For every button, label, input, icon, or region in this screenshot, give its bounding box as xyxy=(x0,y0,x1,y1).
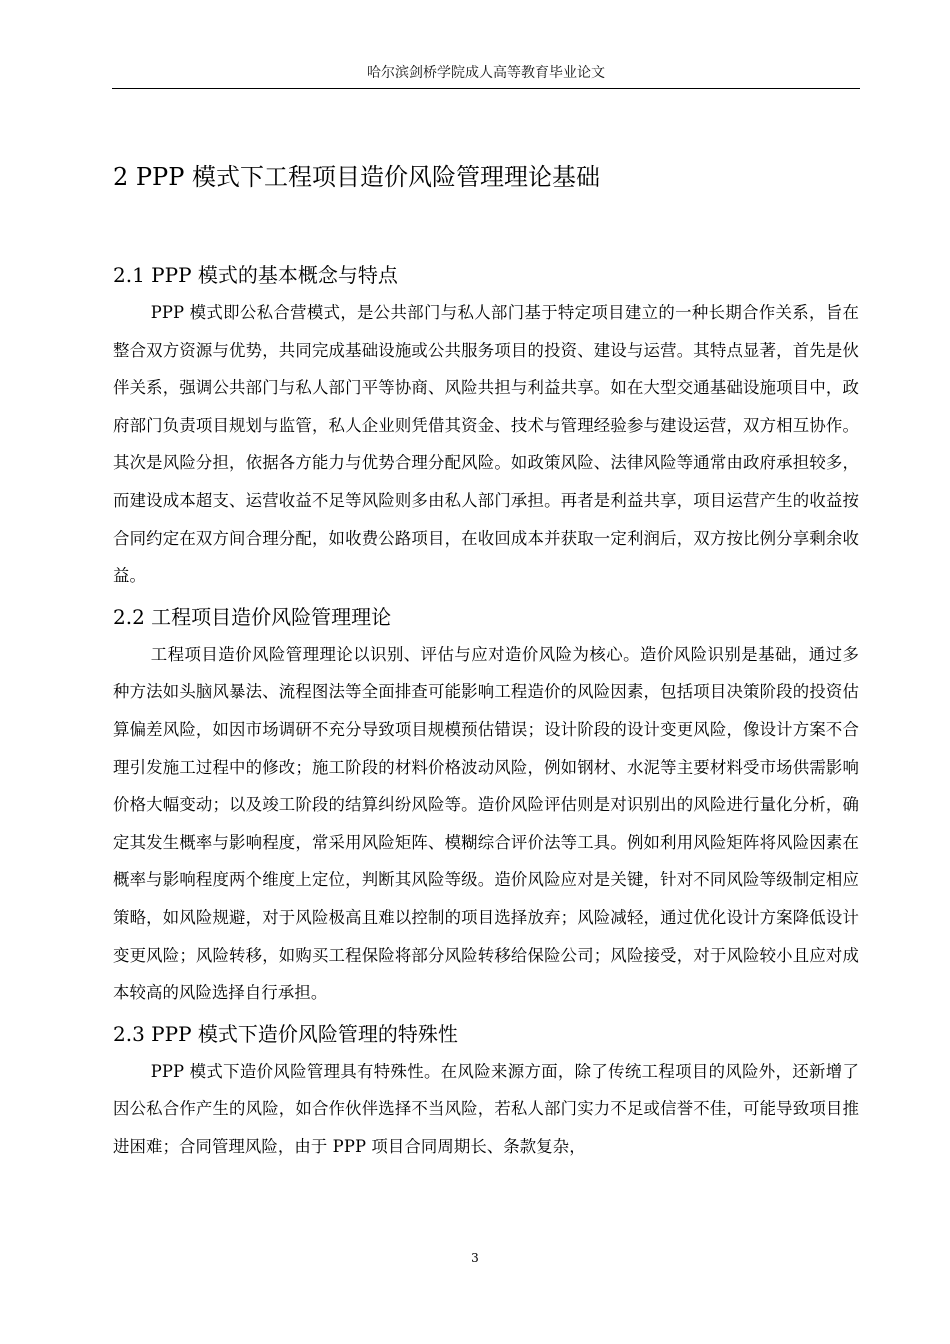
paragraph-2-1: PPP 模式即公私合营模式，是公共部门与私人部门基于特定项目建立的一种长期合作关系，旨在整合双方资源与优势，共同完成基础设施或公共服务项目的投资、建设与运营。其特点显著，首先是伙伴关系，强调公共部门与私人部门平等协商、风险共担与利益共享。如在大型交通基础设施项目中，政府部门负责项目规划与监管，私人企业则凭借其资金、技术与管理经验参与建设运营，双方相互协作。其次是风险分担，依据各方能力与优势合理分配风险。如政策风险、法律风险等通常由政府承担较多，而建设成本超支、运营收益不足等风险则多由私人部门承担。再者是利益共享，项目运营产生的收益按合同约定在双方间合理分配，如收费公路项目，在收回成本并获取一定利润后，双方按比例分享剩余收益。 xyxy=(113,303,859,586)
section-title-2-3: 2.3 PPP 模式下造价风险管理的特殊性 xyxy=(113,1021,458,1046)
header-divider xyxy=(112,88,860,89)
chapter-title: 2 PPP 模式下工程项目造价风险管理理论基础 xyxy=(113,163,600,191)
section-title-2-1: 2.1 PPP 模式的基本概念与特点 xyxy=(113,263,398,287)
page-number: 3 xyxy=(471,1251,479,1265)
section-title-2-2: 2.2 工程项目造价风险管理理论 xyxy=(113,604,392,629)
paragraph-2-2: 工程项目造价风险管理理论以识别、评估与应对造价风险为核心。造价风险识别是基础，通过多种方法如头脑风暴法、流程图法等全面排查可能影响工程造价的风险因素，包括项目决策阶段的投资估算偏差风险，如因市场调研不充分导致项目规模预估错误；设计阶段的设计变更风险，像设计方案不合理引发施工过程中的修改；施工阶段的材料价格波动风险，例如钢材、水泥等主要材料受市场供需影响价格大幅变动；以及竣工阶段的结算纠纷风险等。造价风险评估则是对识别出的风险进行量化分析，确定其发生概率与影响程度，常采用风险矩阵、模糊综合评价法等工具。例如利用风险矩阵将风险因素在概率与影响程度两个维度上定位，判断其风险等级。造价风险应对是关键，针对不同风险等级制定相应策略，如风险规避，对于风险极高且难以控制的项目选择放弃；风险减轻，通过优化设计方案降低设计变更风险；风险转移，如购买工程保险将部分风险转移给保险公司；风险接受，对于风险较小且应对成本较高的风险选择自行承担。 xyxy=(113,644,859,1003)
page-body xyxy=(113,150,859,1168)
paragraph-2-3: PPP 模式下造价风险管理具有特殊性。在风险来源方面，除了传统工程项目的风险外，还新增了因公私合作产生的风险，如合作伙伴选择不当风险，若私人部门实力不足或信誉不佳，可能导致项目推进困难；合同管理风险，由于 PPP 项目合同周期长、条款复杂， xyxy=(113,1061,859,1156)
running-header: 哈尔滨剑桥学院成人高等教育毕业论文 xyxy=(367,65,605,81)
